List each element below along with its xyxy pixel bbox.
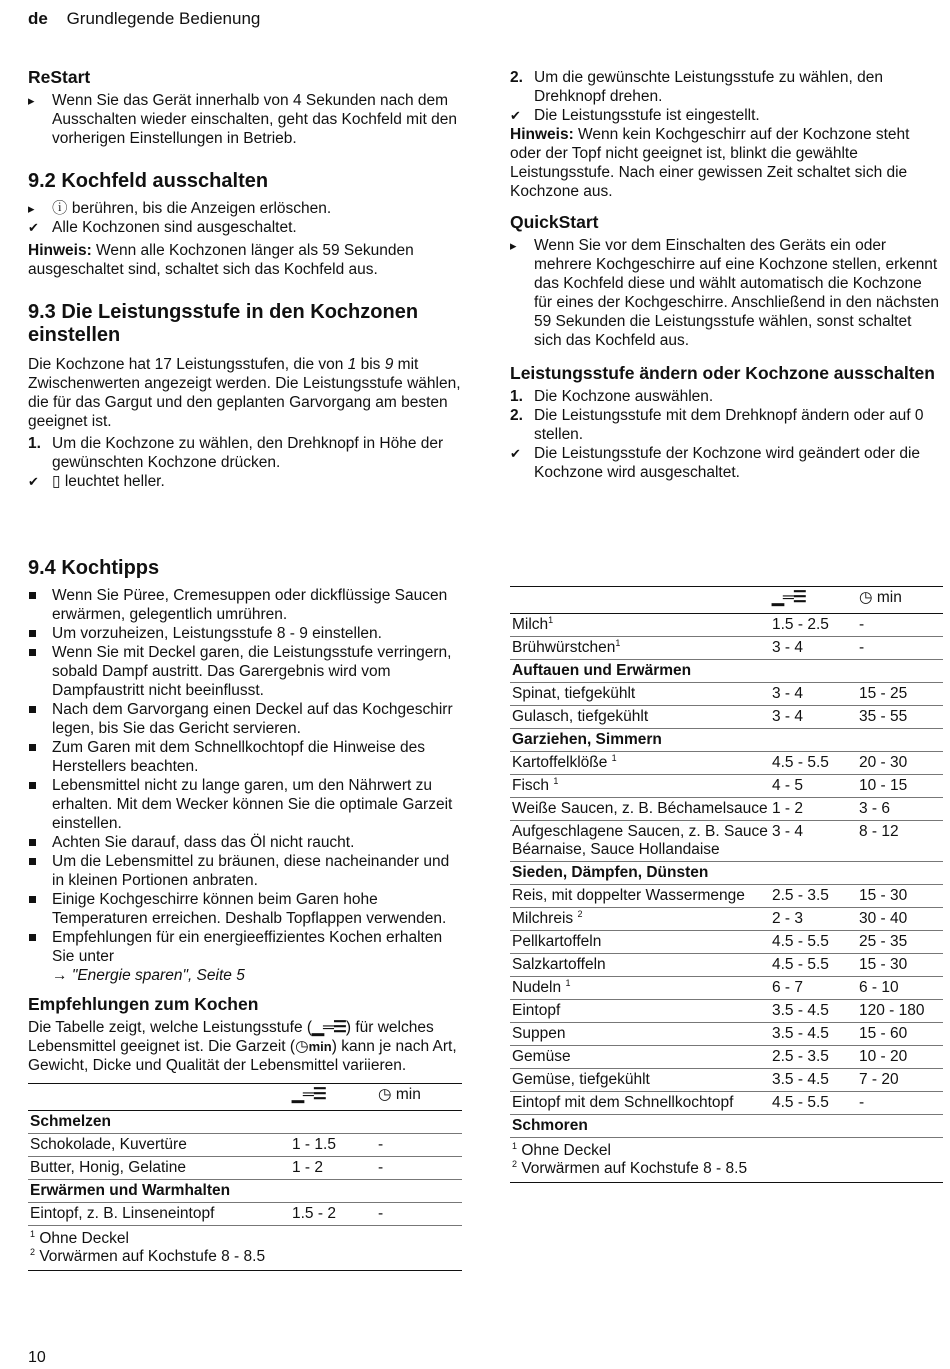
arrow-bullet-icon: ▸ [28, 93, 35, 108]
tip-item: Zum Garen mit dem Schnellkochtopf die Hinweise des Herstellers beachten. [28, 738, 464, 776]
quickstart-heading: QuickStart [510, 212, 599, 232]
s92-step: ▸ ⓘ berühren, bis die Anzeigen erlöschen. [28, 200, 332, 217]
display-digit-max: 9 [384, 356, 394, 373]
s93-note: Hinweis: Wenn kein Kochgeschirr auf der Kochzone steht oder der Topf nicht geeignet ist, blinkt die gewählte Leistungsstufe. Nach einer gewissen Zeit schaltet sich die Kochzone aus. [510, 126, 910, 200]
header-title: Grundlegende Bedienung [66, 9, 261, 28]
s93-result2: ✔ Die Leistungsstufe ist eingestellt. [510, 107, 760, 124]
tip-item: Lebensmittel nicht zu lange garen, um den Nährwert zu erhalten. Mit dem Wecker können Sie die optimale Garzeit einstellen. [28, 776, 464, 833]
table-row: Nudeln $^1$ 6 - 7 6 - 10 [510, 977, 943, 1000]
table-row: Salzkartoffeln 4.5 - 5.5 15 - 30 [510, 954, 943, 977]
arrow-bullet-icon: ▸ [510, 238, 517, 253]
table-header: ▁═☰ ◷ min [510, 587, 943, 614]
power-level-icon: ▁═☰ [772, 589, 806, 606]
arrow-right-icon: → [52, 967, 68, 984]
restart-heading: ReStart [28, 67, 91, 87]
section-9-4-heading: 9.4 Kochtipps [28, 557, 160, 579]
page-header [28, 9, 260, 29]
s92-result: ✔ Alle Kochzonen sind ausgeschaltet. [28, 219, 297, 236]
table-row: Brühwürstchen$^1$ 3 - 4 - [510, 637, 943, 660]
table-row: Spinat, tiefgekühlt 3 - 4 15 - 25 [510, 683, 943, 706]
clock-icon: ◷ [295, 1038, 309, 1055]
table-row: Schokolade, Kuvertüre 1 - 1.5 - [28, 1134, 462, 1157]
table-section-header: Erwärmen und Warmhalten [28, 1180, 462, 1203]
tip-item: Nach dem Garvorgang einen Deckel auf das Kochgeschirr legen, bis Sie das Gericht servieren. [28, 700, 464, 738]
change-heading: Leistungsstufe ändern oder Kochzone ausschalten [510, 363, 935, 383]
change-step1: 1. Die Kochzone auswählen. [510, 388, 714, 405]
arrow-bullet-icon: ▸ [28, 201, 35, 216]
check-icon: ✔ [510, 446, 521, 461]
s93-result1: ✔ ▯ leuchtet heller. [28, 473, 165, 490]
s93-intro: Die Kochzone hat 17 Leistungsstufen, die von 1 bis 9 mit Zwischenwerten angezeigt werden. Die Leistungsstufe wählen, die für das Gargut und den geplanten Garvorgang am besten geeignet ist. [28, 356, 461, 430]
table-row: Eintopf, z. B. Linseneintopf 1.5 - 2 - [28, 1203, 462, 1226]
table-row: Fisch $^1$ 4 - 5 10 - 15 [510, 775, 943, 798]
table-row: Eintopf mit dem Schnellkochtopf 4.5 - 5.5 - [510, 1092, 943, 1115]
table-row: Reis, mit doppelter Wassermenge 2.5 - 3.5 15 - 30 [510, 885, 943, 908]
tip-item: Um vorzuheizen, Leistungsstufe 8 - 9 einstellen. [28, 624, 464, 643]
power-level-icon: ▁═☰ [312, 1019, 346, 1036]
check-icon: ✔ [28, 474, 39, 489]
check-icon: ✔ [510, 108, 521, 123]
table-section-header: Sieden, Dämpfen, Dünsten [510, 862, 943, 885]
table-row: Aufgeschlagene Saucen, z. B. Sauce Béarnaise, Sauce Hollandaise 3 - 4 8 - 12 [510, 821, 943, 862]
table-row: Milchreis $^2$ 2 - 3 30 - 40 [510, 908, 943, 931]
restart-bullet: ▸ Wenn Sie das Gerät innerhalb von 4 Sekunden nach dem Ausschalten wieder einschalten, geht das Kochfeld mit den vorherigen Einstellungen in Betrieb. [28, 92, 457, 147]
table-row: Gemüse, tiefgekühlt 3.5 - 4.5 7 - 20 [510, 1069, 943, 1092]
section-9-2-heading: 9.2 Kochfeld ausschalten [28, 170, 269, 192]
tip-item: Empfehlungen für ein energieeffizientes Kochen erhalten Sie unter [28, 928, 464, 966]
table-header: ▁═☰ ◷ min [28, 1084, 462, 1111]
tip-item: Achten Sie darauf, dass das Öl nicht raucht. [28, 833, 464, 852]
table-row: Weiße Saucen, z. B. Béchamelsauce 1 - 2 3 - 6 [510, 798, 943, 821]
table-row: Kartoffelklöße $^1$ 4.5 - 5.5 20 - 30 [510, 752, 943, 775]
table-left-footnotes: $^1$ Ohne Deckel $^2$ Vorwärmen auf Kochstufe 8 - 8.5 [28, 1226, 462, 1271]
s92-note: Hinweis: Wenn alle Kochzonen länger als 59 Sekunden ausgeschaltet sind, schaltet sich das Kochfeld aus. [28, 242, 414, 278]
clock-icon: ◷ [859, 589, 873, 606]
clock-icon: ◷ [378, 1086, 392, 1103]
s93-step1: 1. Um die Kochzone zu wählen, den Drehknopf in Höhe der gewünschten Kochzone drücken. [28, 435, 444, 471]
table-section-header: Auftauen und Erwärmen [510, 660, 943, 683]
energy-link[interactable]: → "Energie sparen", Seite 5 [52, 967, 245, 984]
page-number: 10 [28, 1349, 46, 1366]
table-row: Milch$^1$ 1.5 - 2.5 - [510, 614, 943, 637]
table-row: Suppen 3.5 - 4.5 15 - 60 [510, 1023, 943, 1046]
table-row: Gemüse 2.5 - 3.5 10 - 20 [510, 1046, 943, 1069]
check-icon: ✔ [28, 220, 39, 235]
tips-list [28, 586, 464, 966]
display-digit-min: 1 [347, 356, 357, 373]
tip-item: Um die Lebensmittel zu bräunen, diese nacheinander und in kleinen Portionen anbraten. [28, 852, 464, 890]
change-result: ✔ Die Leistungsstufe der Kochzone wird geändert oder die Kochzone wird ausgeschaltet. [510, 445, 921, 481]
table-section-header: Schmoren [510, 1115, 943, 1138]
tip-item: Wenn Sie mit Deckel garen, die Leistungsstufe verringern, sobald Dampf austritt. Das Garergebnis wird vom Dampfaustritt nicht beeinflusst. [28, 643, 464, 700]
table-right-footnotes: $^1$ Ohne Deckel $^2$ Vorwärmen auf Kochstufe 8 - 8.5 [510, 1138, 943, 1183]
table-section-header: Schmelzen [28, 1111, 462, 1134]
zone-indicator-icon: ▯ [52, 473, 61, 490]
table-row: Butter, Honig, Gelatine 1 - 2 - [28, 1157, 462, 1180]
s93-step2: 2. Um die gewünschte Leistungsstufe zu wählen, den Drehknopf drehen. [510, 69, 883, 105]
left-column-bottom [28, 557, 464, 1271]
section-9-3-heading: 9.3 Die Leistungsstufe in den Kochzonen einstellen [28, 301, 419, 346]
power-icon: ⓘ [52, 200, 68, 217]
table-row: Eintopf 3.5 - 4.5 120 - 180 [510, 1000, 943, 1023]
change-step2: 2. Die Leistungsstufe mit dem Drehknopf ändern oder auf 0 stellen. [510, 407, 924, 443]
left-column-top [28, 68, 464, 491]
tip-item: Wenn Sie Püree, Cremesuppen oder dickflüssige Saucen erwärmen, gelegentlich umrühren. [28, 586, 464, 624]
table-section-header: Garziehen, Simmern [510, 729, 943, 752]
tip-item: Einige Kochgeschirre können beim Garen hohe Temperaturen erreichen. Deshalb Topflappen verwenden. [28, 890, 464, 928]
recommend-heading: Empfehlungen zum Kochen [28, 994, 259, 1014]
language-code: de [28, 9, 48, 28]
quickstart-bullet: ▸ Wenn Sie vor dem Einschalten des Geräts ein oder mehrere Kochgeschirre auf eine Kochzone stellen, erkennt das Kochfeld diese und wählt automatisch die Kochzone für eines der Kochgeschirre. Anschließend in den nächsten 59 Sekunden die Leistungsstufe wählen, sonst schaltet sich das Kochfeld aus. [510, 237, 939, 349]
right-column-top [510, 68, 942, 482]
table-row: Gulasch, tiefgekühlt 3 - 4 35 - 55 [510, 706, 943, 729]
table-right [510, 586, 943, 1183]
table-left [28, 1083, 462, 1271]
table-row: Pellkartoffeln 4.5 - 5.5 25 - 35 [510, 931, 943, 954]
power-level-icon: ▁═☰ [292, 1086, 326, 1103]
recommend-text: Die Tabelle zeigt, welche Leistungsstufe (▁═☰) für welches Lebensmittel geeignet ist. Die Garzeit (◷min) kann je nach Art, Gewicht, Dicke und Qualität der Lebensmittel variieren. [28, 1019, 457, 1074]
